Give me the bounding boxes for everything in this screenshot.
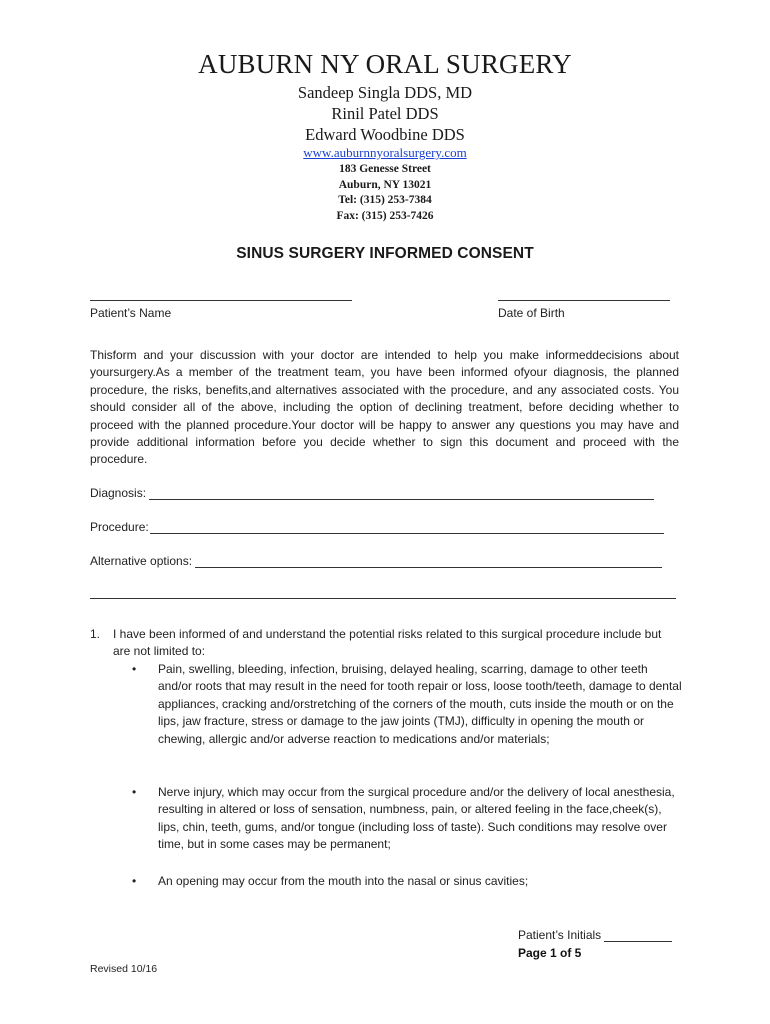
bullet-icon: • (132, 662, 137, 676)
bullet-text: An opening may occur from the mouth into the nasal or sinus cavities; (158, 874, 529, 888)
address-line: 183 Genesse Street (339, 163, 431, 175)
procedure-field[interactable] (150, 522, 664, 534)
patient-name-field[interactable] (90, 290, 352, 301)
intro-paragraph: Thisform and your discussion with your doctor are intended to help you make informeddecisions about yoursurgery.As a member of the treatment team, you have been informed ofyour diagnosis, the planned procedure, the risks, benefits,and alternatives associated with the procedure, and any associated costs. You should consider all of the above, including the option of declining treatment, before deciding whether to proceed with the planned procedure.Your doctor will be happy to answer any questions you may have and provide additional information before you decide whether to sign this document and proceed with the procedure. (90, 348, 679, 467)
revision-date: Revised 10/16 (90, 963, 158, 975)
diagnosis-label: Diagnosis: (90, 486, 147, 500)
document-title: SINUS SURGERY INFORMED CONSENT (236, 245, 534, 262)
fax-line: Fax: (315) 253-7426 (336, 209, 434, 222)
initials-row (518, 928, 672, 942)
bullet-icon: • (132, 785, 137, 799)
bullet-text: Pain, swelling, bleeding, infection, bruising, delayed healing, scarring, damage to other teeth and/or roots that may result in the need for tooth repair or loss, loose tooth/teeth, damage to dental appliances, cracking and/orstretching of the corners of the mouth, cuts inside the mouth or on the lips, jaw fracture, stress or damage to the jaw joints (TMJ), difficulty in opening the mouth or chewing, allergic and/or adverse reaction to medications and/or materials; (158, 662, 682, 746)
doctor-name: Edward Woodbine DDS (305, 125, 465, 144)
initials-field[interactable] (604, 930, 672, 942)
initials-label: Patient’s Initials (518, 928, 602, 942)
bullet-icon: • (132, 874, 137, 888)
date-of-birth-field[interactable] (498, 290, 670, 301)
additional-field[interactable] (90, 588, 676, 599)
website-link[interactable]: www.auburnnyoralsurgery.com (303, 145, 467, 160)
alternatives-label: Alternative options: (90, 554, 193, 568)
doctor-name: Sandeep Singla DDS, MD (297, 83, 473, 102)
alternatives-row (90, 554, 662, 568)
numbered-item (90, 626, 680, 661)
alternatives-field[interactable] (195, 556, 662, 568)
page-number: Page 1 of 5 (518, 946, 582, 960)
doctor-name: Rinil Patel DDS (331, 104, 439, 123)
item-number: 1. (90, 627, 101, 641)
address-line: Auburn, NY 13021 (338, 178, 432, 191)
date-of-birth-label: Date of Birth (498, 306, 565, 320)
procedure-label: Procedure: (90, 520, 149, 534)
phone-line: Tel: (315) 253-7384 (338, 194, 432, 206)
patient-name-label: Patient’s Name (90, 306, 172, 320)
item-text: I have been informed of and understand the potential risks related to this surgical procedure include but are not limited to: (113, 627, 662, 659)
practice-name: AUBURN NY ORAL SURGERY (198, 49, 572, 79)
procedure-row (90, 520, 664, 534)
bullet-text: Nerve injury, which may occur from the surgical procedure and/or the delivery of local anesthesia, resulting in altered or loss of sensation, numbness, pain, or altered feeling in the face,cheek(s), lips, chin, teeth, gums, and/or tongue (including loss of taste). Such conditions may resolve over time, but in some cases may be permanent; (158, 785, 675, 852)
diagnosis-row (90, 486, 654, 500)
diagnosis-field[interactable] (149, 488, 654, 500)
